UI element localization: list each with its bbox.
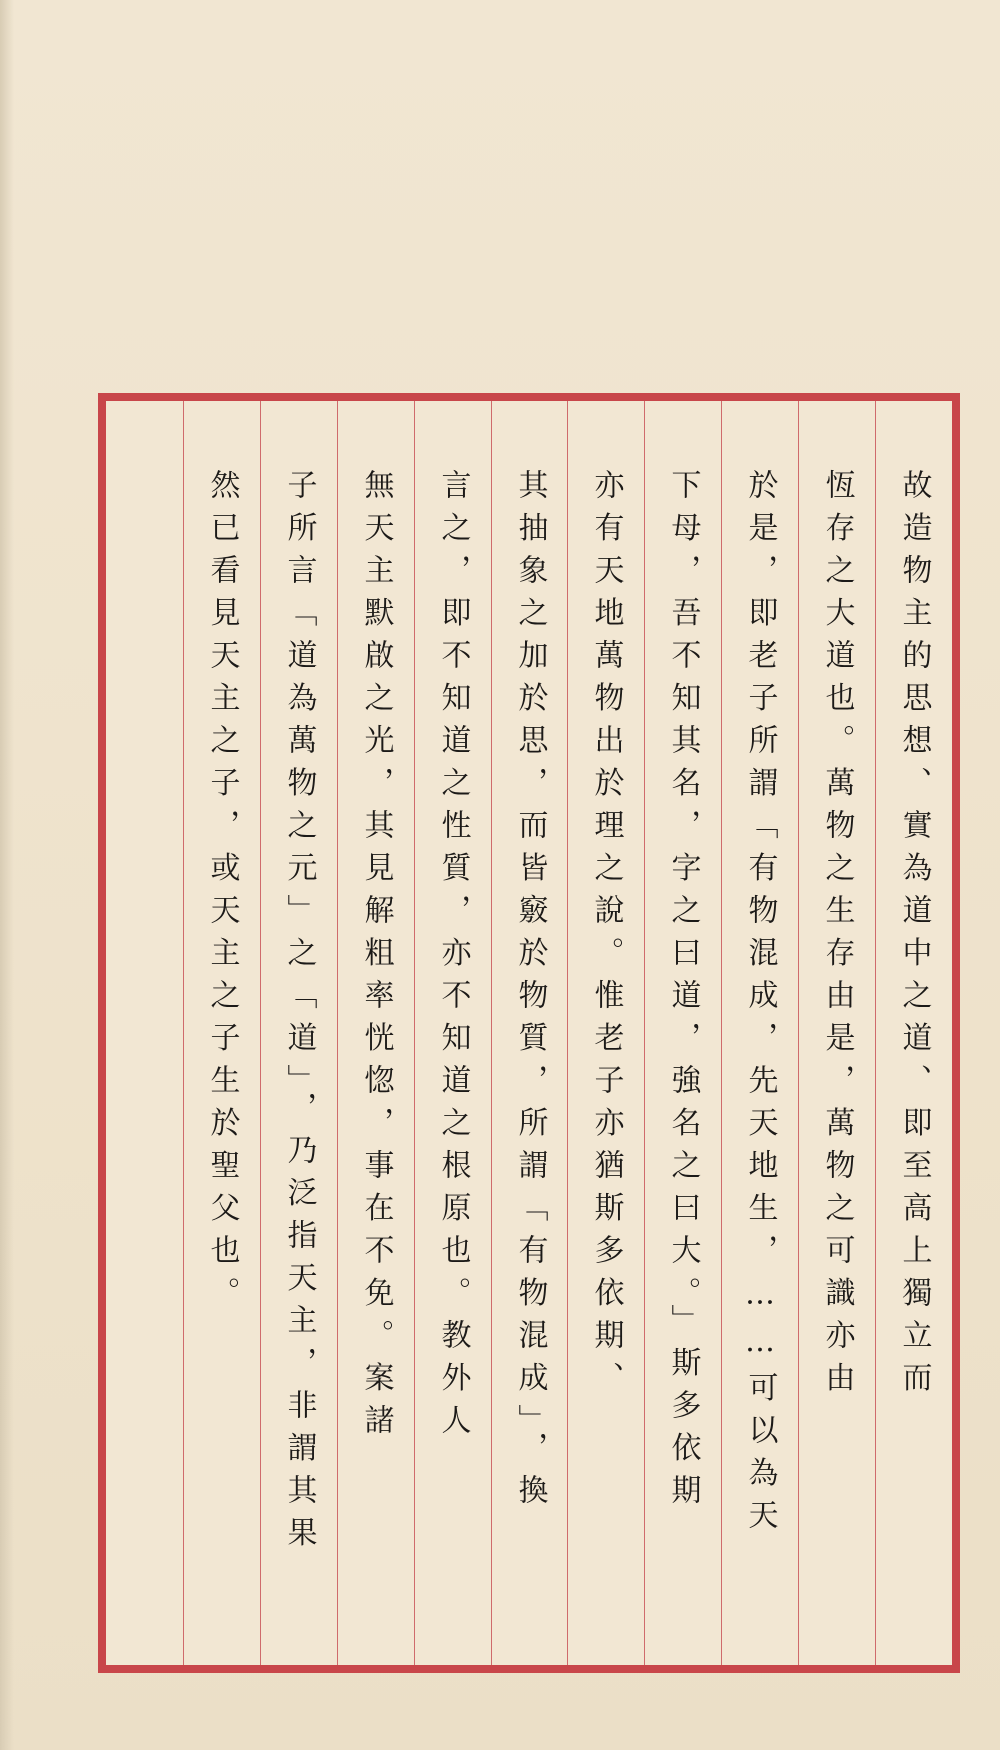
text-column xyxy=(337,401,414,1665)
text-column xyxy=(721,401,798,1665)
red-ruled-frame xyxy=(98,393,960,1673)
column-text: 然已看見天主之子，或天主之子生於聖父也。 xyxy=(204,469,240,1319)
column-text: 故造物主的思想、實為道中之道、即至高上獨立而 xyxy=(896,469,932,1404)
column-text: 於是，即老子所謂「有物混成，先天地生，……可以為天 xyxy=(742,469,778,1542)
column-text: 言之，即不知道之性質，亦不知道之根原也。教外人 xyxy=(435,469,471,1447)
text-column xyxy=(260,401,337,1665)
column-text: 恆存之大道也。萬物之生存由是，萬物之可識亦由 xyxy=(819,469,855,1404)
column-text: 亦有天地萬物出於理之說。惟老子亦猶斯多依期、 xyxy=(588,469,624,1404)
text-column xyxy=(875,401,952,1665)
text-column xyxy=(414,401,491,1665)
text-column xyxy=(798,401,875,1665)
column-text: 其抽象之加於思，而皆竅於物質，所謂「有物混成」，換 xyxy=(512,469,548,1517)
column-text: 子所言「道為萬物之元」之「道」，乃泛指天主，非謂其果 xyxy=(281,469,317,1559)
text-column xyxy=(183,401,260,1665)
text-column xyxy=(644,401,721,1665)
text-column xyxy=(491,401,568,1665)
column-text: 無天主默啟之光，其見解粗率恍惚，事在不免。案諸 xyxy=(358,469,394,1447)
binding-shadow xyxy=(0,0,14,1750)
text-column xyxy=(567,401,644,1665)
column-text: 下母，吾不知其名，字之曰道，強名之曰大。」斯多依期 xyxy=(665,469,701,1517)
